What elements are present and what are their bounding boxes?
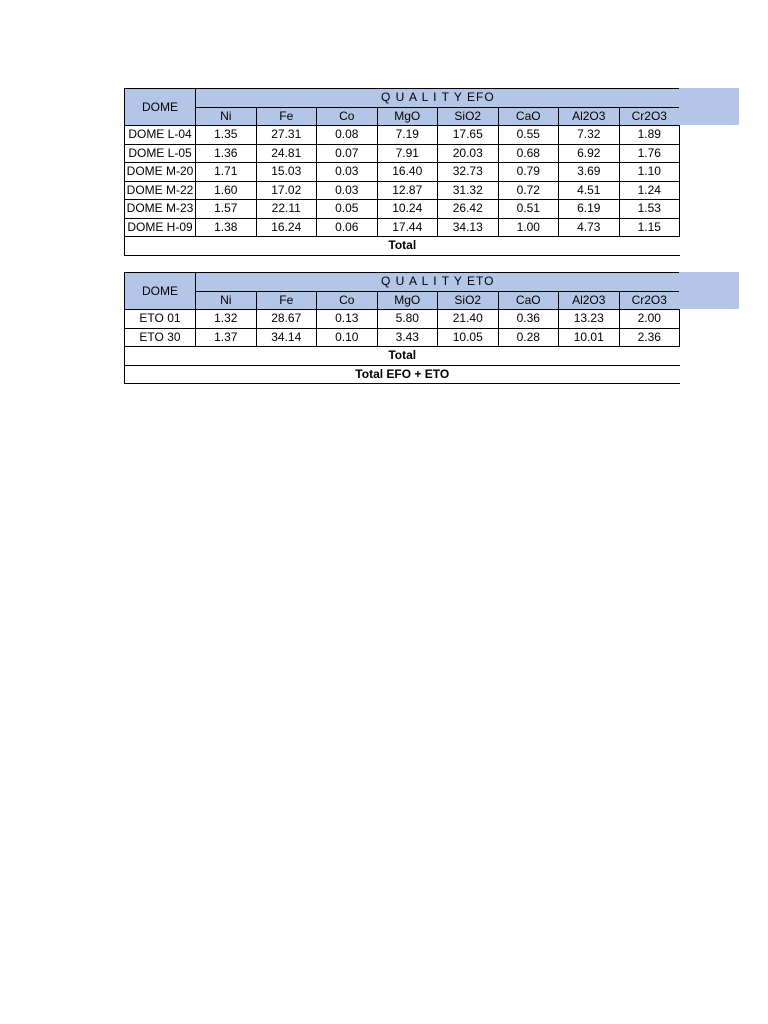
efo-row-name: DOME M-20 — [125, 163, 196, 182]
efo-value-cell: 0.51 — [498, 200, 559, 219]
efo-total-label: Total — [125, 237, 680, 256]
efo-value-cell: 4.73 — [559, 218, 620, 237]
eto-value-cell: 0.13 — [317, 310, 378, 329]
efo-value-cell: 1.00 — [498, 218, 559, 237]
table-row — [125, 181, 680, 200]
efo-row-name: DOME M-22 — [125, 181, 196, 200]
efo-value-cell: 26.42 — [438, 200, 499, 219]
table-row — [125, 144, 680, 163]
efo-column-header: Fe — [256, 107, 317, 126]
eto-value-cell: 2.00 — [619, 310, 680, 329]
eto-value-cell: 13.23 — [559, 310, 620, 329]
efo-quality-table — [124, 88, 679, 256]
eto-column-header: CaO — [498, 291, 559, 310]
eto-header-fill-extension — [679, 272, 739, 309]
efo-value-cell: 1.35 — [196, 126, 257, 145]
table-row — [125, 200, 680, 219]
eto-column-header: Al2O3 — [559, 291, 620, 310]
efo-value-cell: 0.06 — [317, 218, 378, 237]
table-row — [125, 328, 680, 347]
eto-column-header: Ni — [196, 291, 257, 310]
efo-value-cell: 0.68 — [498, 144, 559, 163]
efo-row-name: DOME M-23 — [125, 200, 196, 219]
efo-value-cell: 17.65 — [438, 126, 499, 145]
efo-value-cell: 34.13 — [438, 218, 499, 237]
eto-row-name: ETO 01 — [125, 310, 196, 329]
eto-column-header: SiO2 — [438, 291, 499, 310]
efo-column-header: CaO — [498, 107, 559, 126]
efo-value-cell: 1.71 — [196, 163, 257, 182]
efo-column-header: Al2O3 — [559, 107, 620, 126]
efo-dome-header: DOME — [125, 89, 196, 126]
efo-value-cell: 1.36 — [196, 144, 257, 163]
efo-column-header: Cr2O3 — [619, 107, 680, 126]
efo-value-cell: 6.92 — [559, 144, 620, 163]
eto-value-cell: 21.40 — [438, 310, 499, 329]
eto-value-cell: 3.43 — [377, 328, 438, 347]
eto-value-cell: 0.36 — [498, 310, 559, 329]
efo-value-cell: 1.76 — [619, 144, 680, 163]
efo-value-cell: 16.24 — [256, 218, 317, 237]
eto-value-cell: 10.05 — [438, 328, 499, 347]
efo-value-cell: 0.08 — [317, 126, 378, 145]
efo-column-header: SiO2 — [438, 107, 499, 126]
eto-column-header: Cr2O3 — [619, 291, 680, 310]
efo-value-cell: 1.24 — [619, 181, 680, 200]
efo-value-cell: 0.03 — [317, 181, 378, 200]
efo-value-cell: 1.53 — [619, 200, 680, 219]
efo-value-cell: 22.11 — [256, 200, 317, 219]
eto-value-cell: 2.36 — [619, 328, 680, 347]
eto-value-cell: 1.32 — [196, 310, 257, 329]
table-row — [125, 310, 680, 329]
efo-value-cell: 7.19 — [377, 126, 438, 145]
eto-dome-header: DOME — [125, 273, 196, 310]
efo-value-cell: 7.91 — [377, 144, 438, 163]
efo-value-cell: 1.60 — [196, 181, 257, 200]
efo-column-header: MgO — [377, 107, 438, 126]
efo-row-name: DOME L-05 — [125, 144, 196, 163]
grand-total-label: Total EFO + ETO — [125, 365, 680, 384]
efo-value-cell: 0.79 — [498, 163, 559, 182]
efo-row-name: DOME L-04 — [125, 126, 196, 145]
eto-quality-table — [124, 272, 679, 384]
eto-value-cell: 5.80 — [377, 310, 438, 329]
efo-value-cell: 3.69 — [559, 163, 620, 182]
eto-column-header: Fe — [256, 291, 317, 310]
efo-value-cell: 1.89 — [619, 126, 680, 145]
eto-value-cell: 0.10 — [317, 328, 378, 347]
efo-value-cell: 1.57 — [196, 200, 257, 219]
efo-value-cell: 10.24 — [377, 200, 438, 219]
eto-row-name: ETO 30 — [125, 328, 196, 347]
efo-column-header: Ni — [196, 107, 257, 126]
efo-value-cell: 17.02 — [256, 181, 317, 200]
eto-value-cell: 1.37 — [196, 328, 257, 347]
efo-value-cell: 7.32 — [559, 126, 620, 145]
table-row — [125, 163, 680, 182]
efo-value-cell: 15.03 — [256, 163, 317, 182]
eto-total-label: Total — [125, 347, 680, 366]
efo-column-header: Co — [317, 107, 378, 126]
efo-value-cell: 0.07 — [317, 144, 378, 163]
efo-header-fill-extension — [679, 88, 739, 125]
efo-value-cell: 27.31 — [256, 126, 317, 145]
efo-value-cell: 0.03 — [317, 163, 378, 182]
efo-value-cell: 17.44 — [377, 218, 438, 237]
efo-row-name: DOME H-09 — [125, 218, 196, 237]
eto-value-cell: 34.14 — [256, 328, 317, 347]
eto-value-cell: 28.67 — [256, 310, 317, 329]
efo-value-cell: 6.19 — [559, 200, 620, 219]
efo-value-cell: 12.87 — [377, 181, 438, 200]
eto-value-cell: 10.01 — [559, 328, 620, 347]
eto-column-header: MgO — [377, 291, 438, 310]
efo-value-cell: 20.03 — [438, 144, 499, 163]
efo-value-cell: 16.40 — [377, 163, 438, 182]
efo-value-cell: 24.81 — [256, 144, 317, 163]
efo-value-cell: 0.05 — [317, 200, 378, 219]
table-row — [125, 126, 680, 145]
eto-quality-header: Q U A L I T Y ETO — [196, 273, 680, 292]
efo-quality-header: Q U A L I T Y EFO — [196, 89, 680, 108]
efo-value-cell: 1.15 — [619, 218, 680, 237]
efo-value-cell: 4.51 — [559, 181, 620, 200]
efo-value-cell: 1.38 — [196, 218, 257, 237]
efo-value-cell: 0.55 — [498, 126, 559, 145]
efo-value-cell: 31.32 — [438, 181, 499, 200]
efo-value-cell: 32.73 — [438, 163, 499, 182]
table-row — [125, 218, 680, 237]
efo-value-cell: 1.10 — [619, 163, 680, 182]
eto-value-cell: 0.28 — [498, 328, 559, 347]
efo-value-cell: 0.72 — [498, 181, 559, 200]
eto-column-header: Co — [317, 291, 378, 310]
